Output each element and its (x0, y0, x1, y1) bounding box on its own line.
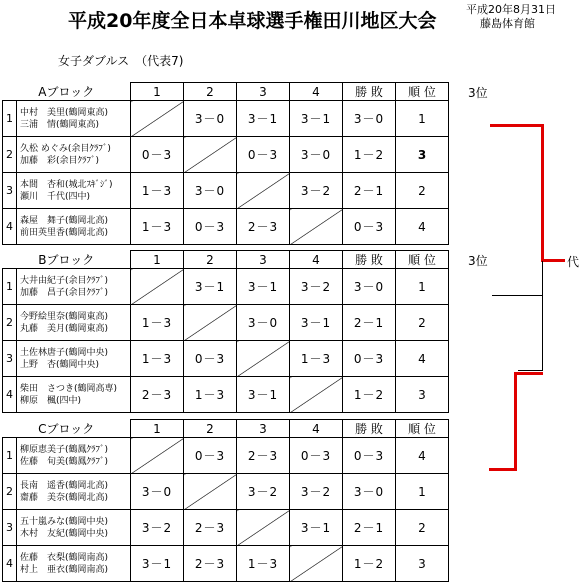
opponent-header: 2 (184, 251, 237, 269)
table-row (3, 377, 449, 413)
self-match-cell (290, 209, 343, 245)
match-score: 3－0 (131, 474, 184, 510)
match-score: 3－2 (290, 269, 343, 305)
player-1-name: 本間 杏和(城北ｽｷﾞｼﾞ) (20, 179, 113, 190)
player-1-name: 土佐林唐子(鶴岡中央) (20, 347, 109, 358)
record-header: 勝 敗 (343, 420, 396, 438)
self-match-cell (184, 474, 237, 510)
match-score: 3－1 (290, 510, 343, 546)
win-loss-record: 1－2 (343, 377, 396, 413)
player-2-name: 加藤 昌子(余目ｸﾗﾌﾞ) (20, 287, 109, 298)
match-score: 3－1 (237, 269, 290, 305)
match-score: 2－3 (131, 377, 184, 413)
pair-names (17, 269, 131, 305)
match-score: 3－1 (184, 269, 237, 305)
pair-number: 4 (3, 209, 17, 245)
match-score: 3－1 (131, 546, 184, 582)
self-match-cell (131, 438, 184, 474)
table-row (3, 546, 449, 582)
playoff-line-a-top (490, 124, 544, 127)
table-row (3, 173, 449, 209)
block-a-advance-label: 3位 (468, 86, 488, 100)
pair-number: 2 (3, 305, 17, 341)
opponent-header: 1 (131, 251, 184, 269)
match-score: 3－2 (290, 474, 343, 510)
match-score: 3－2 (131, 510, 184, 546)
block-name: Aブロック (3, 83, 131, 101)
table-row (3, 269, 449, 305)
match-score: 1－3 (131, 173, 184, 209)
rank-value: 2 (396, 173, 449, 209)
win-loss-record: 0－3 (343, 438, 396, 474)
opponent-header: 3 (237, 420, 290, 438)
player-2-name: 三浦 情(鶴岡東高) (20, 119, 100, 130)
rank-header: 順 位 (396, 251, 449, 269)
block-a-table (2, 82, 449, 245)
rank-header: 順 位 (396, 83, 449, 101)
player-1-name: 今野絵里奈(鶴岡東高) (20, 311, 109, 322)
match-score: 0－3 (184, 209, 237, 245)
rank-value: 4 (396, 438, 449, 474)
self-match-cell (237, 173, 290, 209)
pair-names (17, 474, 131, 510)
match-score: 2－3 (237, 209, 290, 245)
record-header: 勝 敗 (343, 251, 396, 269)
player-1-name: 柴田 さつき(鶴岡高専) (20, 383, 118, 394)
self-match-cell (131, 101, 184, 137)
pair-names (17, 137, 131, 173)
block-b-advance-label: 3位 (468, 254, 488, 268)
rank-value: 3 (396, 546, 449, 582)
event-name: 女子ダブルス （代表7) (58, 54, 184, 68)
match-score: 3－0 (290, 137, 343, 173)
pair-names (17, 341, 131, 377)
match-score: 1－3 (290, 341, 343, 377)
pair-number: 2 (3, 137, 17, 173)
pair-number: 4 (3, 546, 17, 582)
match-score: 0－3 (184, 438, 237, 474)
player-2-name: 前田英里香(鶴岡北高) (20, 227, 109, 238)
rank-value: 1 (396, 269, 449, 305)
rank-value: 4 (396, 341, 449, 377)
playoff-line-c-bottom (489, 468, 517, 471)
player-2-name: 齋藤 美奈(鶴岡北高) (20, 492, 109, 503)
pair-number: 2 (3, 474, 17, 510)
match-score: 0－3 (184, 341, 237, 377)
pair-names (17, 377, 131, 413)
match-score: 3－1 (237, 101, 290, 137)
table-row (3, 305, 449, 341)
match-score: 1－3 (184, 377, 237, 413)
table-row (3, 510, 449, 546)
match-score: 3－1 (237, 377, 290, 413)
self-match-cell (184, 137, 237, 173)
pair-number: 1 (3, 269, 17, 305)
player-1-name: 長南 遥香(鶴岡北高) (20, 480, 109, 491)
playoff-line-c-join (514, 372, 543, 375)
player-1-name: 五十嵐みな(鶴岡中央) (20, 516, 109, 527)
pair-number: 4 (3, 377, 17, 413)
match-score: 3－0 (237, 305, 290, 341)
match-score: 1－3 (131, 305, 184, 341)
player-2-name: 木村 友紀(鶴岡中央) (20, 528, 109, 539)
match-score: 0－3 (131, 137, 184, 173)
self-match-cell (237, 341, 290, 377)
win-loss-record: 0－3 (343, 209, 396, 245)
table-row (3, 209, 449, 245)
win-loss-record: 1－2 (343, 546, 396, 582)
opponent-header: 4 (290, 83, 343, 101)
opponent-header: 2 (184, 83, 237, 101)
pair-number: 3 (3, 510, 17, 546)
match-score: 1－3 (131, 341, 184, 377)
table-row (3, 101, 449, 137)
player-2-name: 丸藤 美月(鶴岡東高) (20, 323, 109, 334)
win-loss-record: 2－1 (343, 305, 396, 341)
player-1-name: 中村 美里(鶴岡東高) (20, 107, 109, 118)
win-loss-record: 3－0 (343, 101, 396, 137)
match-score: 2－3 (184, 510, 237, 546)
player-2-name: 柳原 楓(四中) (20, 395, 82, 406)
match-score: 3－0 (184, 101, 237, 137)
rank-header: 順 位 (396, 420, 449, 438)
player-2-name: 村上 亜衣(鶴岡南高) (20, 564, 109, 575)
self-match-cell (237, 510, 290, 546)
opponent-header: 2 (184, 420, 237, 438)
pair-names (17, 101, 131, 137)
pair-number: 3 (3, 341, 17, 377)
win-loss-record: 0－3 (343, 341, 396, 377)
player-2-name: 加藤 彩(余目ｸﾗﾌﾞ) (20, 155, 100, 166)
playoff-line-a-vertical (541, 124, 544, 261)
pair-names (17, 546, 131, 582)
self-match-cell (290, 377, 343, 413)
date-venue (466, 3, 556, 31)
match-score: 3－2 (237, 474, 290, 510)
player-2-name: 瀬川 千代(四中) (20, 191, 91, 202)
record-header: 勝 敗 (343, 83, 396, 101)
block-c-table (2, 419, 449, 582)
event-date: 平成20年8月31日 (466, 3, 556, 16)
opponent-header: 1 (131, 83, 184, 101)
match-score: 0－3 (237, 137, 290, 173)
pair-names (17, 209, 131, 245)
pair-names (17, 510, 131, 546)
rank-value: 3 (396, 137, 449, 173)
rank-value: 2 (396, 305, 449, 341)
pair-number: 3 (3, 173, 17, 209)
playoff-line-b-vertical (542, 261, 543, 371)
self-match-cell (184, 305, 237, 341)
table-row (3, 137, 449, 173)
win-loss-record: 2－1 (343, 510, 396, 546)
player-1-name: 久松 めぐみ(余目ｸﾗﾌﾞ) (20, 143, 111, 154)
player-1-name: 大井由紀子(余目ｸﾗﾌﾞ) (20, 275, 109, 286)
win-loss-record: 3－0 (343, 269, 396, 305)
pair-names (17, 305, 131, 341)
self-match-cell (290, 546, 343, 582)
win-loss-record: 3－0 (343, 474, 396, 510)
player-2-name: 佐藤 旬美(鶴鳳ｸﾗﾌﾞ) (20, 456, 109, 467)
rank-value: 2 (396, 510, 449, 546)
match-score: 1－3 (131, 209, 184, 245)
rank-value: 3 (396, 377, 449, 413)
table-row (3, 341, 449, 377)
table-row (3, 474, 449, 510)
match-score: 3－0 (184, 173, 237, 209)
match-score: 3－1 (290, 101, 343, 137)
match-score: 3－1 (290, 305, 343, 341)
player-1-name: 森屋 舞子(鶴岡北高) (20, 215, 109, 226)
event-venue: 藤島体育館 (480, 17, 535, 30)
match-score: 2－3 (184, 546, 237, 582)
opponent-header: 4 (290, 251, 343, 269)
playoff-line-bc-join (518, 370, 543, 371)
block-b-table (2, 250, 449, 413)
rank-value: 1 (396, 474, 449, 510)
playoff-line-c-vertical (514, 372, 517, 471)
player-1-name: 柳原恵美子(鶴鳳ｸﾗﾌﾞ) (20, 444, 109, 455)
opponent-header: 1 (131, 420, 184, 438)
pair-names (17, 438, 131, 474)
block-name: Bブロック (3, 251, 131, 269)
rank-value: 4 (396, 209, 449, 245)
playoff-line-final (541, 259, 565, 262)
opponent-header: 4 (290, 420, 343, 438)
match-score: 3－2 (290, 173, 343, 209)
block-name: Cブロック (3, 420, 131, 438)
match-score: 2－3 (237, 438, 290, 474)
self-match-cell (131, 269, 184, 305)
representative-label: 代 (567, 255, 580, 269)
match-score: 0－3 (290, 438, 343, 474)
player-2-name: 上野 杏(鶴岡中央) (20, 359, 100, 370)
table-row (3, 438, 449, 474)
opponent-header: 3 (237, 83, 290, 101)
rank-value: 1 (396, 101, 449, 137)
opponent-header: 3 (237, 251, 290, 269)
match-score: 1－3 (237, 546, 290, 582)
pair-number: 1 (3, 438, 17, 474)
win-loss-record: 2－1 (343, 173, 396, 209)
player-1-name: 佐藤 衣梨(鶴岡南高) (20, 552, 109, 563)
tournament-title: 平成20年度全日本卓球選手権田川地区大会 (68, 10, 437, 32)
playoff-line-b-top (492, 295, 543, 296)
win-loss-record: 1－2 (343, 137, 396, 173)
pair-number: 1 (3, 101, 17, 137)
pair-names (17, 173, 131, 209)
